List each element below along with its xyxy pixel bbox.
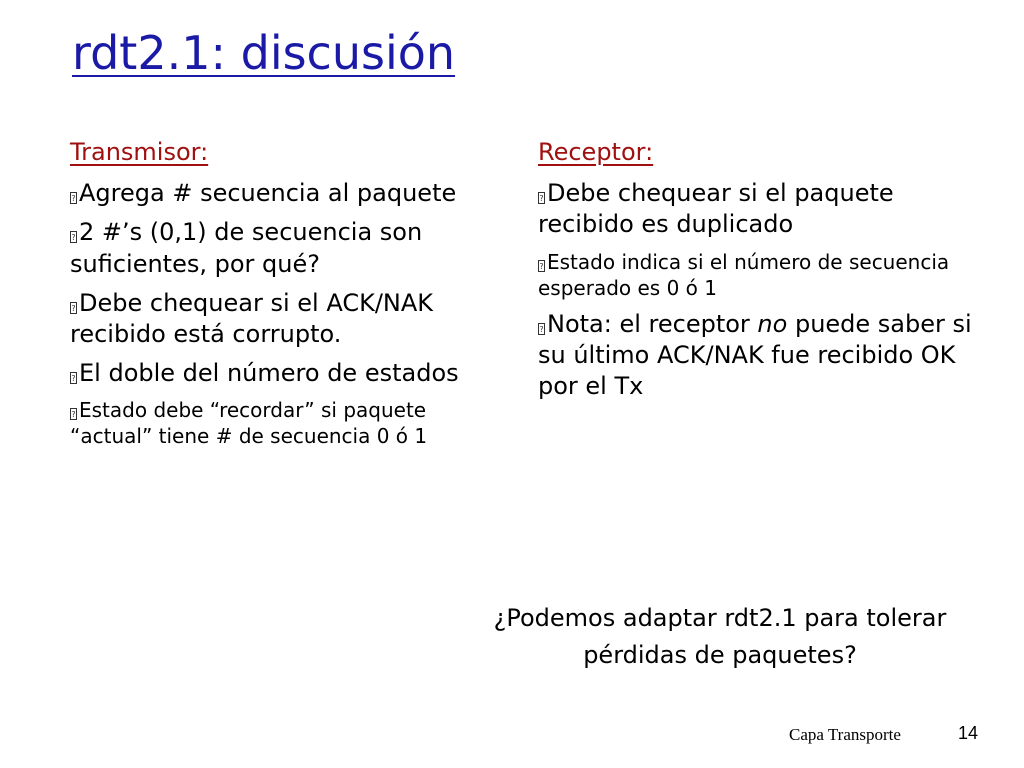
- bullet-icon: ?: [71, 374, 76, 384]
- note-emphasis: no: [757, 309, 788, 338]
- receiver-subitem: [538, 249, 978, 301]
- receiver-note: [538, 309, 978, 403]
- bullet-icon: ?: [71, 303, 76, 313]
- sender-item: [70, 217, 510, 279]
- receiver-item: [538, 178, 978, 240]
- sender-column: [70, 137, 510, 457]
- sender-item: [70, 358, 510, 389]
- receiver-subitem-text: Estado indica si el número de secuencia esperado es 0 ó 1: [538, 249, 950, 300]
- bullet-icon: ?: [71, 410, 76, 420]
- receiver-column: [538, 137, 978, 410]
- slide-title: rdt2.1: discusión: [72, 26, 456, 80]
- bullet-icon: ?: [539, 194, 544, 204]
- note-text-after: puede saber si su último ACK/NAK fue recibido OK por el Tx: [538, 309, 972, 400]
- sender-item-text: El doble del número de estados: [79, 359, 459, 388]
- sender-item: [70, 178, 510, 209]
- sender-subitem: [70, 397, 510, 449]
- bullet-icon: ?: [539, 324, 544, 334]
- sender-item: [70, 288, 510, 350]
- bullet-icon: ?: [539, 261, 544, 271]
- page-number: 14: [958, 723, 979, 743]
- sender-subitem-text: Estado debe “recordar” si paquete “actual” tiene # de secuencia 0 ó 1: [70, 398, 428, 449]
- bullet-icon: ?: [71, 194, 76, 204]
- note-text-before: Nota: el receptor: [547, 309, 758, 338]
- footer-label: Capa Transporte: [789, 725, 901, 744]
- sender-heading: Transmisor:: [70, 138, 209, 166]
- sender-item-text: Agrega # secuencia al paquete: [79, 179, 457, 208]
- sender-item-text: Debe chequear si el ACK/NAK recibido está corrupto.: [70, 288, 434, 348]
- closing-question: ¿Podemos adaptar rdt2.1 para tolerar pérdidas de paquetes?: [493, 604, 947, 670]
- sender-item-text: 2 #’s (0,1) de secuencia son suficientes, por qué?: [70, 218, 423, 278]
- receiver-item-text: Debe chequear si el paquete recibido es duplicado: [538, 179, 894, 239]
- receiver-heading: Receptor:: [538, 138, 654, 166]
- bullet-icon: ?: [71, 233, 76, 243]
